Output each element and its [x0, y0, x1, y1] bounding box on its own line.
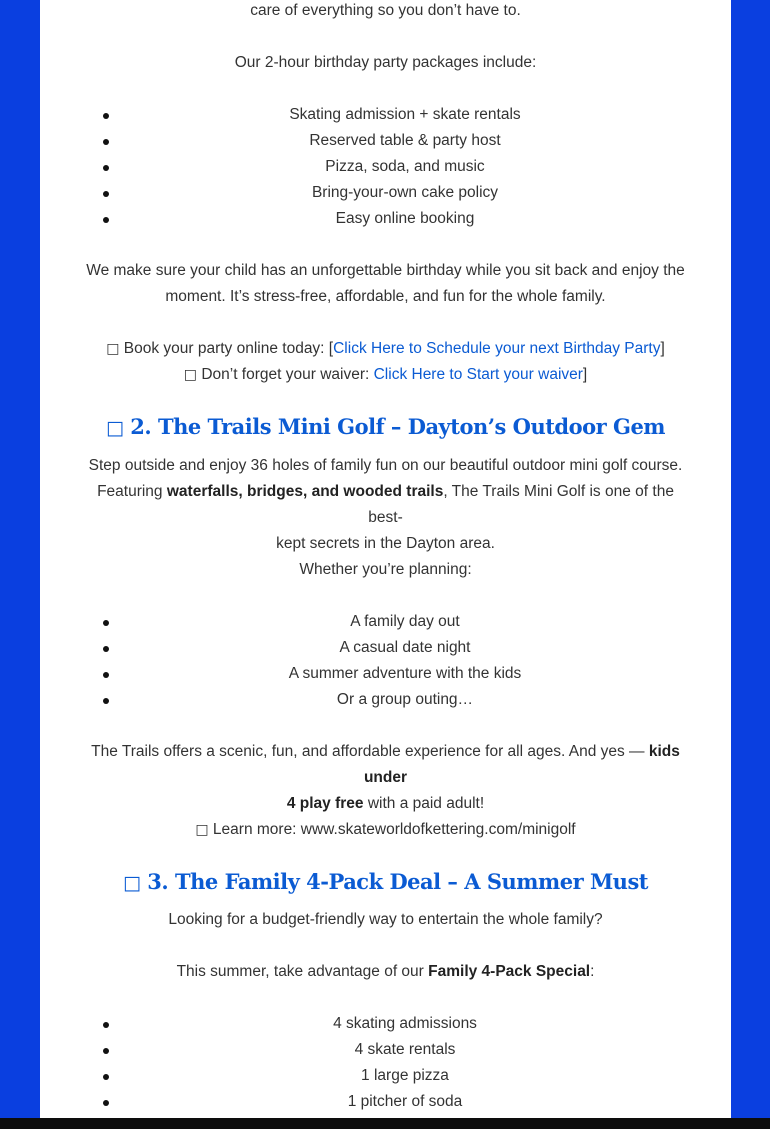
planning-list [40, 609, 731, 713]
trails-desc-suffix: , The Trails Mini Golf is one of the best- [368, 483, 674, 526]
trails-offer-bold-2: 4 play free [286, 795, 364, 812]
waiver-prefix: Don’t forget your waiver: [201, 366, 374, 383]
trails-offer-bold-1: kids under [363, 743, 680, 786]
list-item: A family day out [40, 609, 731, 635]
trails-offer-suffix: with a paid adult! [363, 795, 485, 812]
list-item: 1 large pizza [40, 1063, 731, 1089]
list-item: Or a group outing… [40, 687, 731, 713]
trails-desc-line-1: Step outside and enjoy 36 holes of family fun on our beautiful outdoor mini golf course. [88, 457, 683, 474]
trails-description [80, 453, 691, 557]
list-item: 1 pitcher of soda [40, 1089, 731, 1115]
section-3-heading [40, 867, 731, 898]
missing-emoji-icon: □ [183, 367, 197, 383]
list-item: 4 skate rentals [40, 1037, 731, 1063]
missing-emoji-icon: □ [195, 822, 209, 838]
closing-paragraph [80, 258, 691, 310]
missing-emoji-icon: □ [105, 417, 124, 439]
article-page [40, 0, 731, 1118]
special-bold: Family 4-Pack Special [428, 963, 591, 980]
schedule-party-link[interactable]: Click Here to Schedule your next Birthday Party [333, 340, 661, 357]
list-item: 4 skating admissions [40, 1011, 731, 1037]
list-item: A summer adventure with the kids [40, 661, 731, 687]
book-suffix: ] [660, 340, 665, 357]
booking-links [80, 336, 691, 388]
trails-desc-line-3: kept secrets in the Dayton area. [276, 535, 495, 552]
list-item: Pizza, soda, and music [40, 154, 731, 180]
special-prefix: This summer, take advantage of our [176, 963, 429, 980]
bottom-bar [0, 1118, 770, 1129]
list-item: Bring-your-own cake policy [40, 180, 731, 206]
package-list [40, 102, 731, 232]
learn-more-text: Learn more: www.skateworldofkettering.com/minigolf [212, 821, 576, 838]
waiver-suffix: ] [582, 366, 588, 383]
learn-more [80, 817, 691, 843]
missing-emoji-icon: □ [106, 341, 120, 357]
planning-text: Whether you’re planning: [299, 561, 472, 578]
trails-offer [80, 739, 691, 817]
intro-text-top: care of everything so you don’t have to. [250, 2, 521, 19]
section-2-heading [40, 412, 731, 443]
closing-line-2: moment. It’s stress-free, affordable, and fun for the whole family. [165, 288, 606, 305]
list-item: A casual date night [40, 635, 731, 661]
section-3-heading-text: 3. The Family 4-Pack Deal – A Summer Must [147, 869, 648, 894]
trails-desc-prefix: Featuring [97, 483, 167, 500]
four-pack-list [40, 1011, 731, 1115]
budget-question: Looking for a budget-friendly way to entertain the whole family? [168, 911, 603, 928]
closing-line-1: We make sure your child has an unforgettable birthday while you sit back and enjoy the [86, 262, 685, 279]
packages-heading: Our 2-hour birthday party packages include: [234, 54, 537, 71]
missing-emoji-icon: □ [123, 872, 141, 894]
book-prefix: Book your party online today: [ [123, 340, 334, 357]
list-item: Reserved table & party host [40, 128, 731, 154]
trails-offer-prefix: The Trails offers a scenic, fun, and affordable experience for all ages. And yes — [91, 743, 649, 760]
trails-desc-bold: waterfalls, bridges, and wooded trails [166, 483, 444, 500]
special-suffix: : [590, 963, 595, 980]
list-item: Easy online booking [40, 206, 731, 232]
start-waiver-link[interactable]: Click Here to Start your waiver [373, 366, 583, 383]
list-item: Skating admission + skate rentals [40, 102, 731, 128]
special-offer [80, 959, 691, 985]
section-2-heading-text: 2. The Trails Mini Golf – Dayton’s Outdoor Gem [130, 414, 666, 439]
